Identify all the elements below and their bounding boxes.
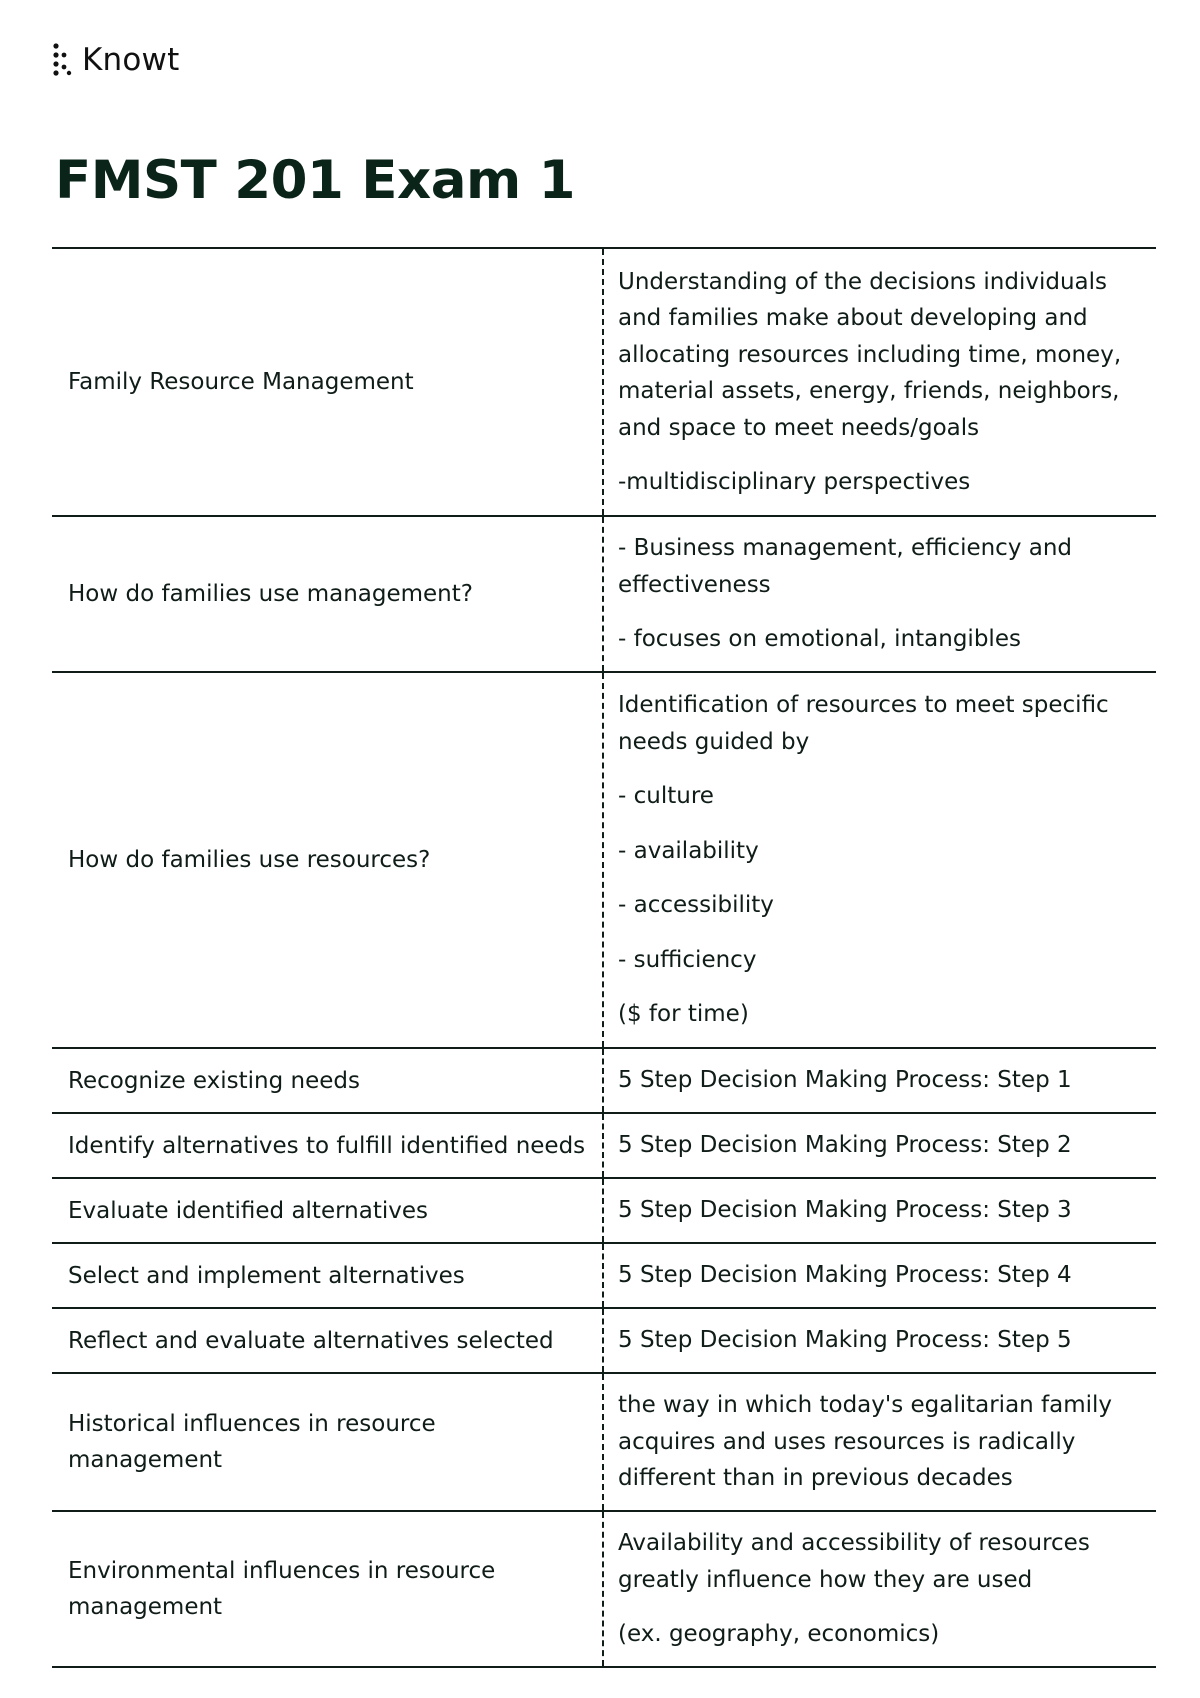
page-title: FMST 201 Exam 1: [55, 150, 576, 211]
card-row: [52, 1049, 1156, 1114]
card-row: [52, 1309, 1156, 1374]
brand-name: Knowt: [82, 42, 180, 78]
card-term: How do families use resources?: [52, 673, 604, 1047]
card-definition: [604, 673, 1156, 1047]
card-definition: [604, 1374, 1156, 1510]
card-definition: [604, 1179, 1156, 1242]
definition-line: - availability: [618, 837, 759, 864]
card-definition: [604, 1309, 1156, 1372]
card-term: Identify alternatives to fulfill identified needs: [52, 1114, 604, 1177]
card-definition: [604, 517, 1156, 671]
definition-line: - accessibility: [618, 892, 774, 919]
card-definition: [604, 1114, 1156, 1177]
definition-line: -multidisciplinary perspectives: [618, 469, 971, 495]
definition-line: 5 Step Decision Making Process: Step 4: [618, 1262, 1072, 1289]
card-row: [52, 1179, 1156, 1244]
definition-line: 5 Step Decision Making Process: Step 1: [618, 1067, 1072, 1094]
definition-line: (ex. geography, economics): [618, 1621, 940, 1648]
brand-logo: [52, 42, 179, 78]
definition-line: 5 Step Decision Making Process: Step 3: [618, 1197, 1072, 1224]
definition-line: 5 Step Decision Making Process: Step 5: [618, 1327, 1072, 1354]
definition-line: - focuses on emotional, intangibles: [618, 626, 1021, 653]
definition-line: - sufficiency: [618, 946, 757, 973]
card-term: Historical influences in resource management: [52, 1374, 604, 1510]
definition-line: ($ for time): [618, 1001, 749, 1028]
card-term: Recognize existing needs: [52, 1049, 604, 1112]
card-row: [52, 1512, 1156, 1668]
card-term: How do families use management?: [52, 517, 604, 671]
card-row: [52, 517, 1156, 673]
definition-line: Understanding of the decisions individuals and families make about developing and allocating resources including time, money, material assets, energy, friends, neighbors, and space to meet needs/goals: [618, 268, 1122, 441]
definition-line: Identification of resources to meet specific needs guided by: [618, 692, 1109, 755]
definition-line: - culture: [618, 783, 714, 810]
card-row: [52, 1374, 1156, 1512]
card-definition: [604, 1244, 1156, 1307]
card-row: [52, 249, 1156, 517]
card-term: Select and implement alternatives: [52, 1244, 604, 1307]
card-term: Family Resource Management: [52, 249, 604, 515]
card-row: [52, 1244, 1156, 1309]
card-row: [52, 1114, 1156, 1179]
definition-line: - Business management, efficiency and effectiveness: [618, 535, 1073, 598]
card-term: Evaluate identified alternatives: [52, 1179, 604, 1242]
definition-line: Availability and accessibility of resources greatly influence how they are used: [618, 1530, 1090, 1593]
card-term: Environmental influences in resource management: [52, 1512, 604, 1666]
flashcard-table: [52, 247, 1156, 1668]
definition-line: 5 Step Decision Making Process: Step 2: [618, 1132, 1072, 1159]
card-definition: [604, 1049, 1156, 1112]
card-definition: [604, 1512, 1156, 1666]
card-definition: [604, 249, 1156, 515]
card-term: Reflect and evaluate alternatives selected: [52, 1309, 604, 1372]
dots-logo-icon: [52, 42, 72, 78]
card-row: [52, 673, 1156, 1049]
definition-line: the way in which today's egalitarian family acquires and uses resources is radically different than in previous decades: [618, 1392, 1113, 1492]
